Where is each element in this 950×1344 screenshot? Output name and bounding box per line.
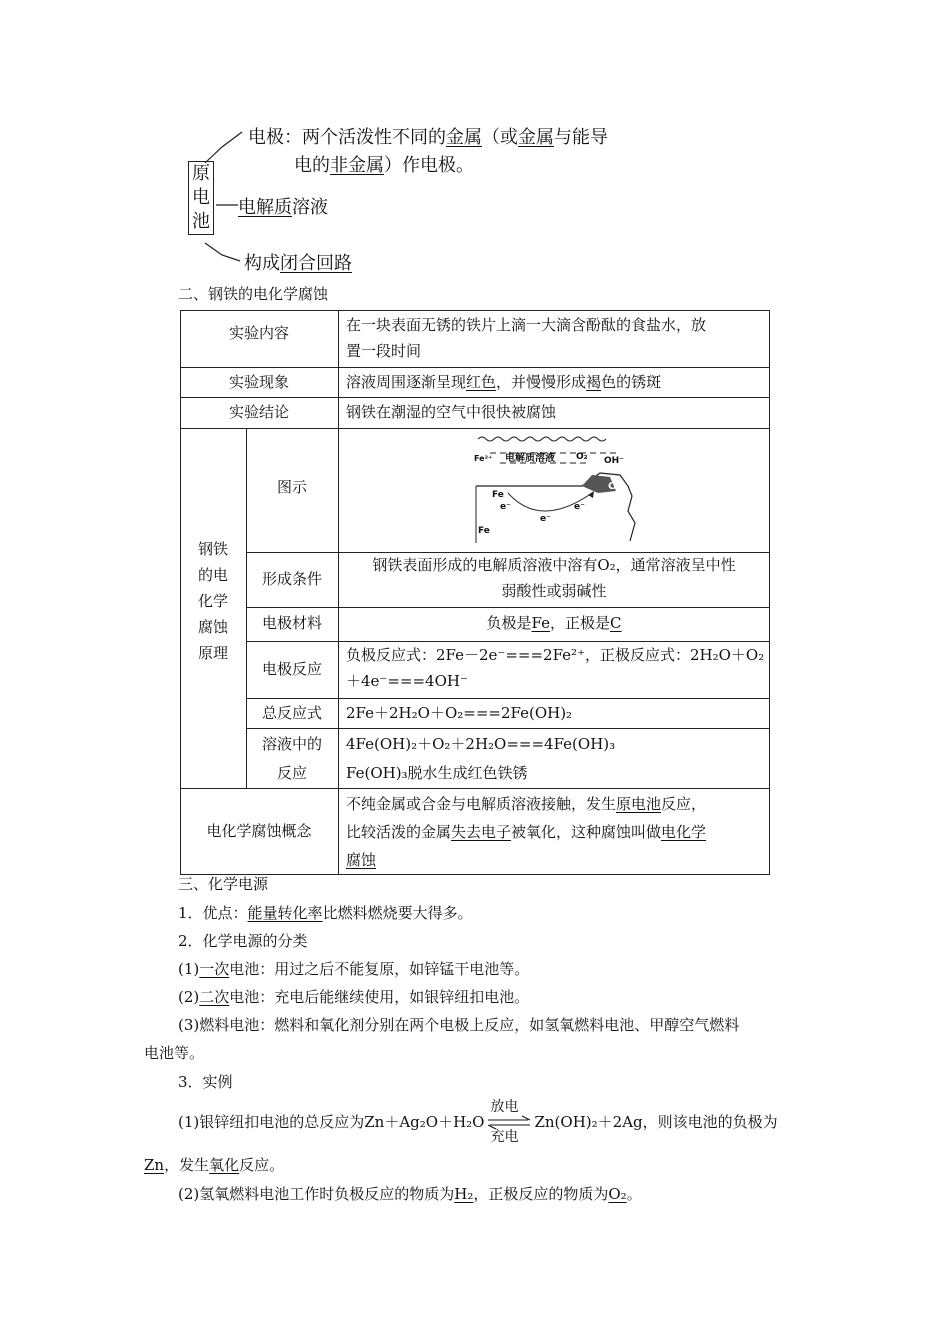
- content-label: 实验内容: [228, 324, 289, 342]
- diagram-e3: e⁻: [574, 502, 585, 512]
- label-char-1: 原: [192, 163, 210, 184]
- p4-u: 二次: [199, 988, 230, 1006]
- condition-value: [338, 552, 770, 604]
- ex1-l2-mid: ，发生: [164, 1156, 210, 1174]
- diagram-c: C: [608, 481, 616, 492]
- phenomenon-mid: ，并慢慢形成: [496, 373, 587, 391]
- diagram-fe-bottom: Fe: [478, 526, 490, 536]
- concept-label: 电化学腐蚀概念: [206, 822, 312, 840]
- principle-label-1: 钢铁: [197, 540, 228, 558]
- electrolyte-rest: 溶液: [292, 197, 328, 218]
- concept-line-2: [346, 818, 766, 846]
- p1-pre: 1．优点：: [178, 904, 248, 922]
- phenomenon-label: 实验现象: [228, 373, 289, 391]
- loop-u: 闭合回路: [280, 253, 352, 274]
- material-mid: ，正极是: [549, 614, 610, 632]
- section3-title: 三、化学电源: [178, 875, 269, 893]
- reaction-value: [346, 642, 766, 694]
- ex1-post: Zn(OH)₂＋2Ag，则该电池的负极为: [534, 1113, 778, 1131]
- ex2-post: 。: [626, 1185, 642, 1203]
- concept-l2-u2: 电化学: [661, 823, 707, 841]
- section3-p4: [178, 983, 529, 1011]
- concept-line-3: [346, 846, 766, 874]
- loop-line: [244, 249, 352, 275]
- electrode-line-1: [248, 123, 608, 149]
- section3-p5-line1: (3)燃料电池：燃料和氧化剂分别在两个电极上反应，如氢氧燃料电池、甲醇空气燃料: [178, 1016, 740, 1034]
- principle-label-4: 腐蚀: [197, 618, 228, 636]
- electrode-mid2: 与能导: [554, 127, 608, 148]
- label-char-2: 电: [192, 187, 210, 208]
- conclusion-label: 实验结论: [228, 403, 289, 421]
- ex2-mid: ，正极反应的物质为: [473, 1185, 609, 1203]
- vertical-label: [188, 161, 214, 235]
- electrolyte-u: 电解质: [238, 197, 292, 218]
- electrode-line-2: [294, 151, 474, 177]
- p3-u: 一次: [199, 960, 230, 978]
- ex1-l2-u1: Zn: [144, 1156, 165, 1174]
- solution-label-1: 溶液中的: [261, 735, 322, 753]
- phenomenon-pre: 溶液周围逐渐呈现: [346, 373, 467, 391]
- solution-value-line-2: Fe(OH)₃脱水生成红色铁锈: [346, 764, 528, 782]
- ex2-u1: H₂: [454, 1185, 474, 1203]
- electrode-line2-pre: 电的: [294, 155, 330, 176]
- diagram-o2: O₂: [576, 452, 588, 462]
- diagram-electrolyte: 电解质溶液: [505, 453, 555, 464]
- concept-l3-u: 腐蚀: [346, 851, 377, 869]
- section2-title: 二、钢铁的电化学腐蚀: [178, 285, 329, 303]
- electrolyte-line: [238, 193, 328, 219]
- conclusion-value: 钢铁在潮湿的空气中很快被腐蚀: [346, 403, 557, 421]
- total-value: 2Fe＋2H₂O＋O₂===2Fe(OH)₂: [346, 704, 573, 722]
- section3-p2: 2．化学电源的分类: [178, 932, 308, 950]
- cell-diagram: [180, 115, 660, 275]
- electrode-mid1: （或: [482, 127, 518, 148]
- diagram-e1: e⁻: [500, 502, 511, 512]
- corrosion-table: [180, 310, 770, 876]
- electrode-line2-post: ）作电极。: [384, 155, 474, 176]
- solution-value-line-1: 4Fe(OH)₂＋O₂＋2H₂O===4Fe(OH)₃: [346, 735, 616, 753]
- concept-l1-u: 原电池: [616, 795, 662, 813]
- concept-value: [346, 790, 766, 874]
- content-value-line-1: 在一块表面无锈的铁片上滴一大滴含酚酞的食盐水，放: [346, 316, 707, 334]
- principle-label-5: 原理: [197, 644, 228, 662]
- diagram-label: 图示: [276, 478, 307, 496]
- electrode-prefix: 电极：两个活泼性不同的: [248, 127, 446, 148]
- solution-value: [346, 730, 766, 788]
- p1-post: 比燃料燃烧要大得多。: [322, 904, 473, 922]
- ex1-l2-u2: 氧化: [209, 1156, 240, 1174]
- corrosion-diagram: [470, 431, 640, 549]
- ex1-top-label: 放电: [490, 1099, 519, 1115]
- concept-l2-pre: 比较活泼的金属: [346, 823, 452, 841]
- ex1-l2-post: 反应。: [239, 1156, 285, 1174]
- material-pre: 负极是: [486, 614, 532, 632]
- concept-l2-u1: 失去电子: [451, 823, 512, 841]
- loop-pre: 构成: [244, 253, 280, 274]
- principle-label: [180, 536, 246, 666]
- phenomenon-post: 色的锈斑: [601, 373, 662, 391]
- content-value-line-2: 置一段时间: [346, 342, 422, 360]
- p3-pre: (1): [178, 960, 200, 978]
- ex1-bottom-label: 充电: [490, 1129, 519, 1145]
- electrode-u2: 金属: [518, 127, 554, 148]
- material-value: [338, 610, 770, 636]
- concept-line-1: [346, 790, 766, 818]
- reaction-value-line-1: 负极反应式：2Fe－2e⁻===2Fe²⁺，正极反应式：2H₂O＋O₂: [346, 646, 765, 664]
- p1-u: 能量转化率: [247, 904, 323, 922]
- ex1-pre: (1)银锌纽扣电池的总反应为Zn＋Ag₂O＋H₂O: [178, 1113, 485, 1131]
- solution-label-2: 反应: [276, 764, 307, 782]
- principle-label-3: 化学: [197, 592, 228, 610]
- example1-line1: [178, 1099, 778, 1145]
- ex2-u2: O₂: [608, 1185, 627, 1203]
- total-label: 总反应式: [261, 704, 322, 722]
- condition-value-line-1: 钢铁表面形成的电解质溶液中溶有O₂，通常溶液呈中性: [372, 556, 736, 574]
- diagram-oh: OH⁻: [604, 456, 624, 466]
- material-u2: C: [610, 614, 622, 632]
- phenomenon-u1: 红色: [466, 373, 497, 391]
- electrode-u3: 非金属: [330, 155, 384, 176]
- reaction-value-line-2: ＋4e⁻===4OH⁻: [346, 672, 468, 690]
- concept-l1-pre: 不纯金属或合金与电解质溶液接触，发生: [346, 795, 617, 813]
- concept-l1-post: 反应，: [661, 795, 707, 813]
- reaction-label: 电极反应: [261, 660, 322, 678]
- diagram-fe2: Fe²⁺: [474, 454, 493, 463]
- material-u1: Fe: [531, 614, 550, 632]
- reversible-arrow: [486, 1099, 532, 1145]
- example2: [178, 1180, 642, 1208]
- p4-post: 电池：充电后能继续使用，如银锌纽扣电池。: [229, 988, 530, 1006]
- p4-pre: (2): [178, 988, 200, 1006]
- content-value: [346, 312, 766, 364]
- section3-p1: [178, 899, 473, 927]
- diagram-fe-top: Fe: [492, 490, 504, 500]
- section3-p3: [178, 955, 529, 983]
- label-char-3: 池: [192, 211, 210, 232]
- electrode-u1: 金属: [446, 127, 482, 148]
- section3-p6: 3．实例: [178, 1073, 233, 1091]
- section3-p5-line2: 电池等。: [144, 1044, 205, 1062]
- condition-value-line-2: 弱酸性或弱碱性: [501, 582, 607, 600]
- condition-label: 形成条件: [261, 570, 322, 588]
- p3-post: 电池：用过之后不能复原，如锌锰干电池等。: [229, 960, 530, 978]
- concept-l2-mid: 被氧化，这种腐蚀叫做: [511, 823, 662, 841]
- principle-label-2: 的电: [197, 566, 228, 584]
- material-label: 电极材料: [261, 614, 322, 632]
- ex2-pre: (2)氢氧燃料电池工作时负极反应的物质为: [178, 1185, 455, 1203]
- phenomenon-value: [346, 369, 766, 395]
- example1-line2: [144, 1151, 284, 1179]
- solution-label: [246, 730, 338, 788]
- diagram-e2: e⁻: [540, 514, 551, 524]
- phenomenon-u2: 褐: [586, 373, 602, 391]
